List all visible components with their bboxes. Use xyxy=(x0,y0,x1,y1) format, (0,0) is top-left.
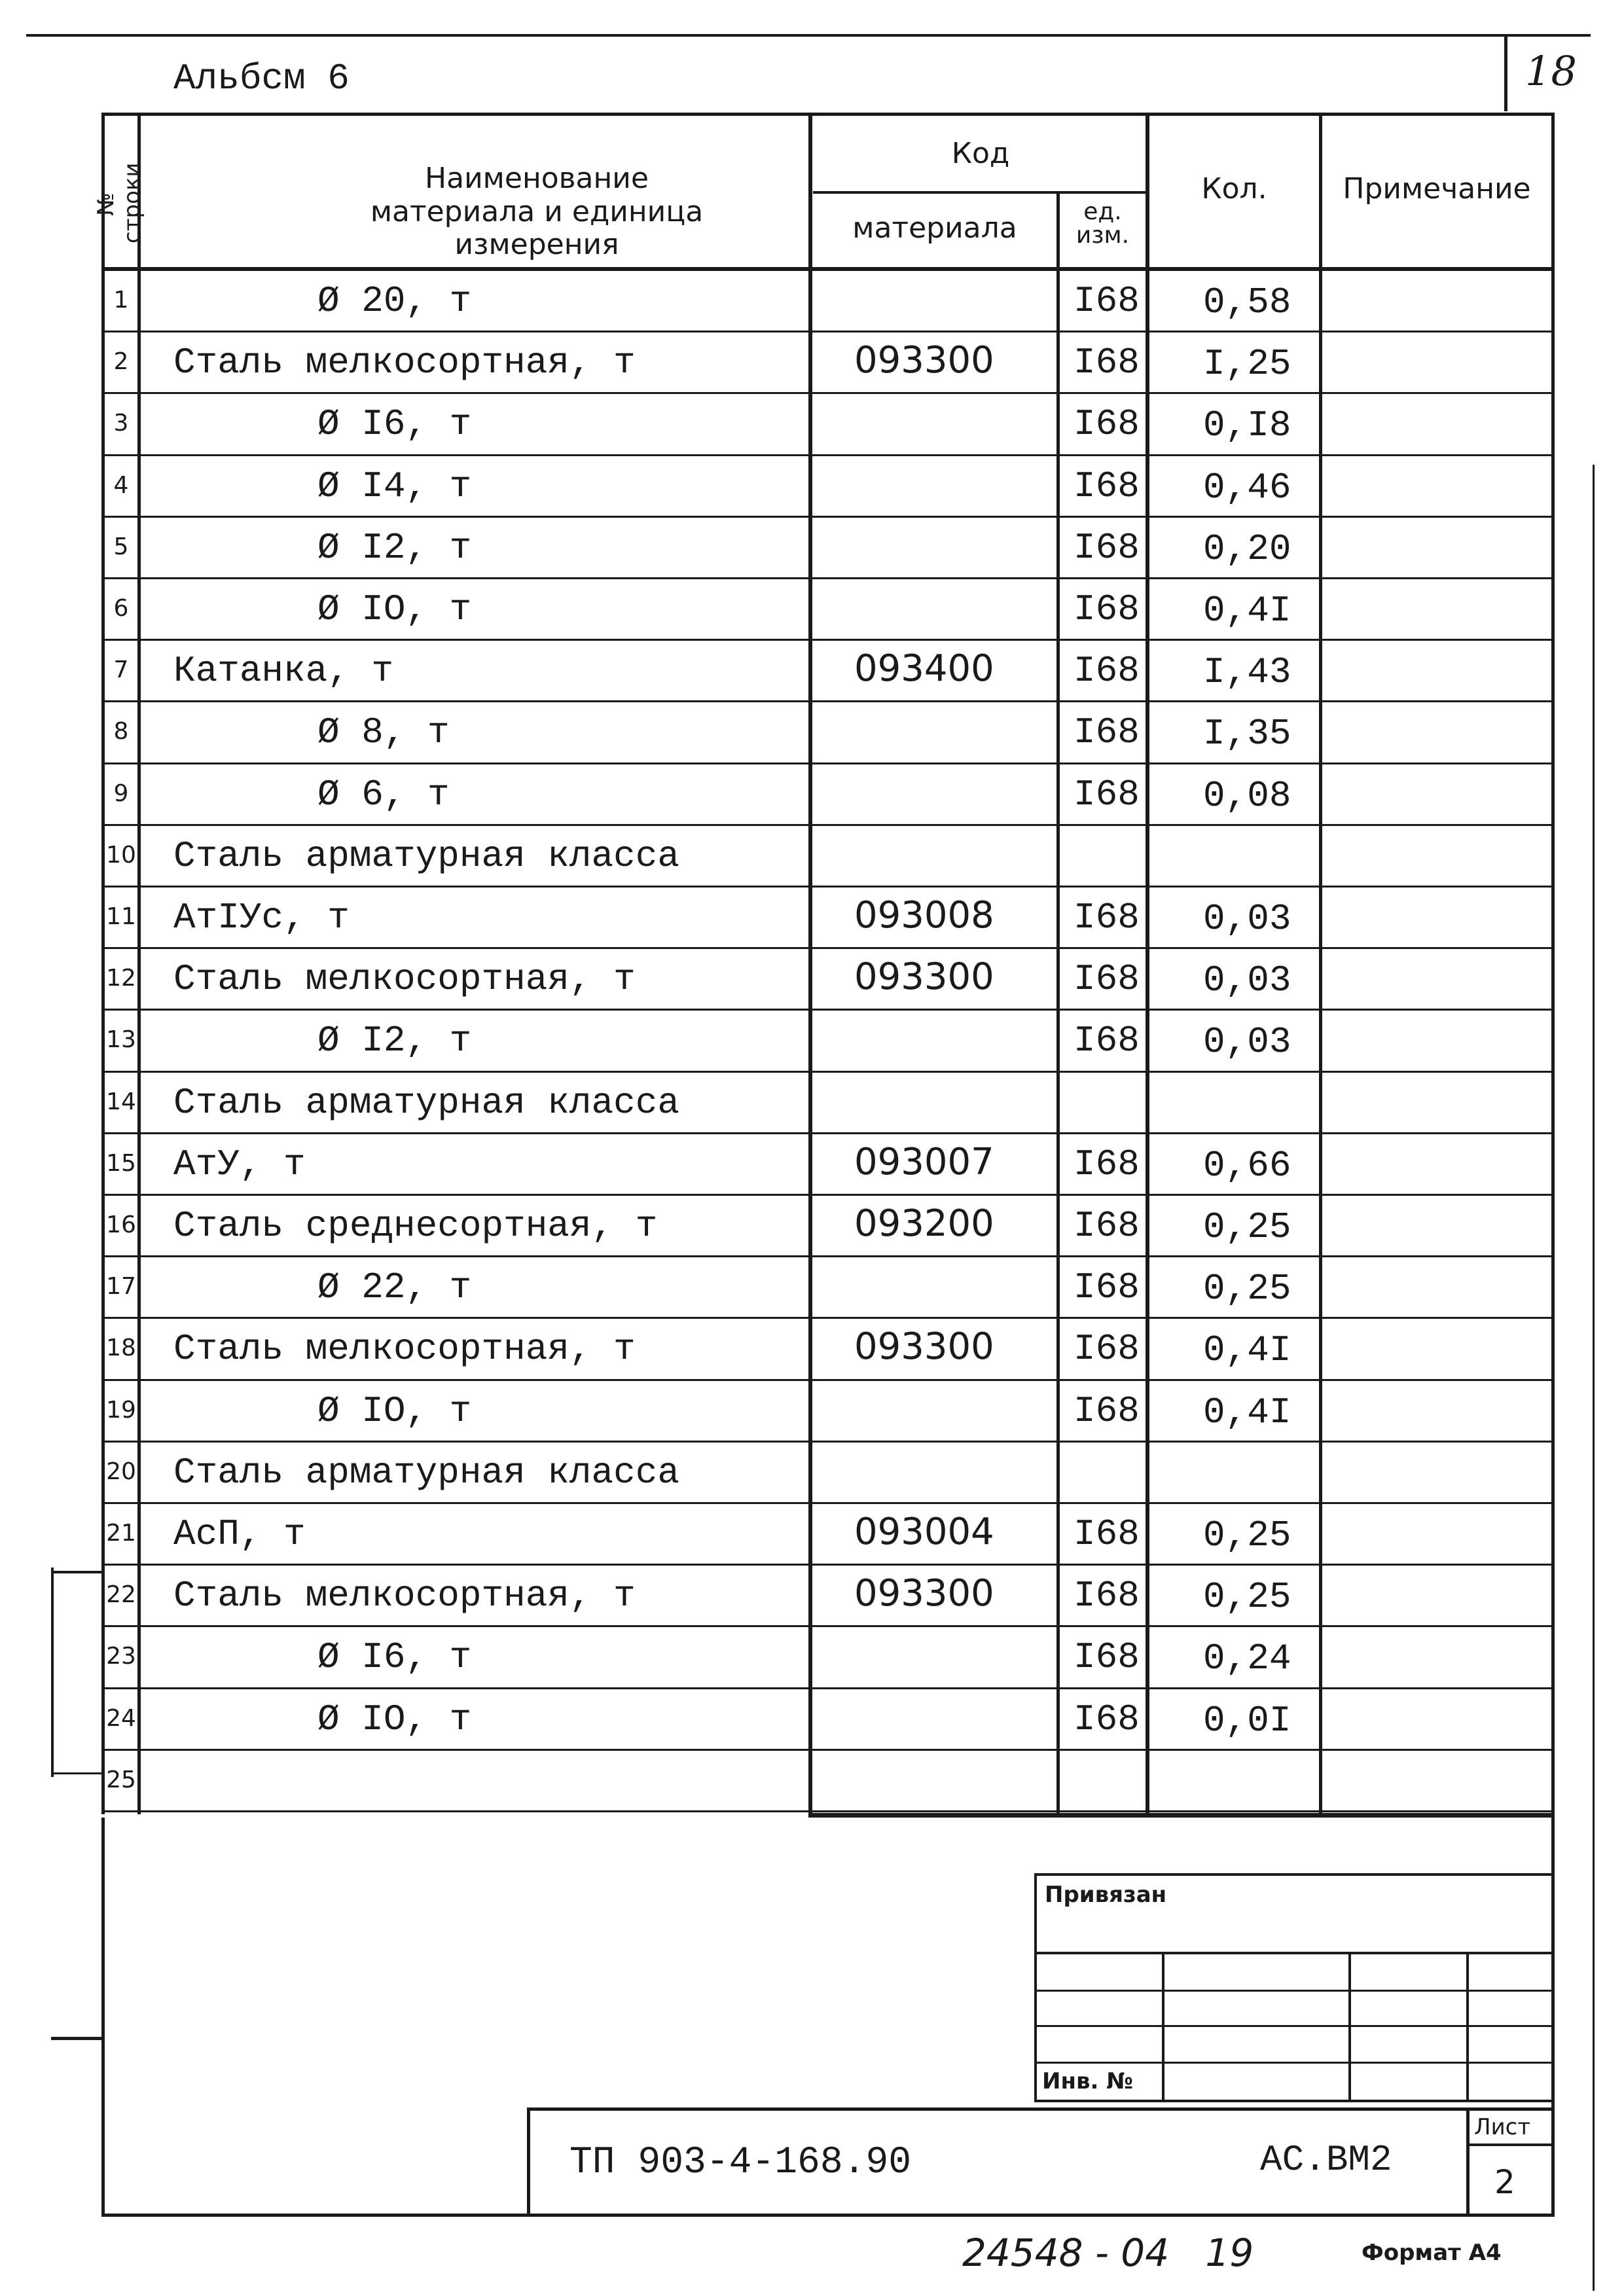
header-qty: Кол. xyxy=(1201,172,1267,206)
row-number: 17 xyxy=(106,1273,136,1300)
row-number: 1 xyxy=(113,287,129,314)
unit-code: I68 xyxy=(1074,588,1140,630)
row-rule xyxy=(101,331,1555,332)
row-number: 12 xyxy=(106,965,136,992)
row-rule xyxy=(101,824,1555,826)
quantity: 0,46 xyxy=(1203,467,1291,509)
quantity: 0,I8 xyxy=(1203,404,1291,446)
row-rule xyxy=(101,454,1555,456)
quantity: I,25 xyxy=(1203,343,1291,385)
row-number: 5 xyxy=(113,533,129,560)
col-divider-material xyxy=(1056,191,1060,1814)
material-name: Сталь мелкосортная, т xyxy=(173,1328,636,1370)
row-rule xyxy=(101,1132,1555,1134)
left-margin-tick-1 xyxy=(51,1571,103,1573)
privyazan-label: Привязан xyxy=(1045,1882,1167,1908)
col-divider-unit xyxy=(1146,113,1149,1814)
row-rule xyxy=(101,1317,1555,1319)
material-code: 093007 xyxy=(854,1141,994,1183)
quantity: 0,03 xyxy=(1203,960,1291,1001)
material-name: Ø IO, т xyxy=(317,1390,472,1432)
col-divider-qty xyxy=(1319,113,1322,1814)
unit-code: I68 xyxy=(1074,1698,1140,1740)
right-margin-line xyxy=(1593,465,1595,2291)
quantity: 0,66 xyxy=(1203,1145,1291,1187)
quantity: 0,20 xyxy=(1203,528,1291,570)
right-edge-line xyxy=(1551,113,1555,1814)
material-name: Ø I6, т xyxy=(317,1636,472,1678)
row-number: 10 xyxy=(106,842,136,869)
unit-code: I68 xyxy=(1074,342,1140,384)
material-name: Сталь арматурная класса xyxy=(173,835,679,877)
quantity: 0,03 xyxy=(1203,1021,1291,1063)
header-row-no: № строки xyxy=(93,162,145,243)
row-number: 6 xyxy=(113,595,129,622)
col-divider-rowno xyxy=(137,113,141,1814)
quantity: 0,4I xyxy=(1203,590,1291,632)
quantity: 0,03 xyxy=(1203,898,1291,940)
code-subheader-rule xyxy=(813,191,1148,194)
row-number: 9 xyxy=(113,780,129,807)
privyazan-rule-3 xyxy=(1034,2025,1551,2027)
unit-code: I68 xyxy=(1074,403,1140,445)
unit-code: I68 xyxy=(1074,958,1140,1000)
quantity: 0,4I xyxy=(1203,1329,1291,1371)
row-number: 21 xyxy=(106,1520,136,1547)
material-name: Сталь арматурная класса xyxy=(173,1452,679,1494)
row-rule xyxy=(101,886,1555,888)
material-code: 093008 xyxy=(854,894,994,937)
material-code: 093300 xyxy=(854,1572,994,1615)
material-name: Ø 6, т xyxy=(317,774,450,816)
row-rule xyxy=(101,1441,1555,1443)
row-number: 2 xyxy=(113,348,129,375)
row-rule xyxy=(101,700,1555,702)
row-number: 11 xyxy=(106,903,136,930)
unit-code: I68 xyxy=(1074,1390,1140,1432)
row-number: 22 xyxy=(106,1581,136,1608)
inv-no-label: Инв. № xyxy=(1042,2068,1134,2094)
material-name: АсП, т xyxy=(173,1513,306,1555)
row-number: 15 xyxy=(106,1150,136,1177)
left-margin-tick-2 xyxy=(51,1772,103,1774)
row-rule xyxy=(101,1625,1555,1627)
header-material-code: материала xyxy=(852,211,1017,245)
header-code: Код xyxy=(951,137,1010,170)
material-name: Ø IO, т xyxy=(317,1698,472,1740)
row-rule xyxy=(101,516,1555,518)
privyazan-rule-4 xyxy=(1034,2062,1551,2064)
row-number: 18 xyxy=(106,1335,136,1361)
quantity: I,43 xyxy=(1203,651,1291,693)
row-number: 16 xyxy=(106,1211,136,1238)
material-name: Сталь мелкосортная, т xyxy=(173,1575,636,1617)
unit-code: I68 xyxy=(1074,1328,1140,1370)
quantity: 0,0I xyxy=(1203,1700,1291,1742)
unit-code: I68 xyxy=(1074,280,1140,322)
row-rule xyxy=(101,1687,1555,1689)
row-rule xyxy=(101,1749,1555,1751)
sheet-box-rule xyxy=(1466,2144,1551,2146)
sheet-number: 2 xyxy=(1494,2163,1515,2201)
row-rule xyxy=(101,1194,1555,1196)
material-name: Ø 8, т xyxy=(317,711,450,753)
unit-code: I68 xyxy=(1074,897,1140,939)
header-bottom-rule xyxy=(101,267,1555,271)
archive-stamp: 24548 - 04 19 xyxy=(962,2231,1254,2275)
quantity: 0,25 xyxy=(1203,1515,1291,1556)
header-name: Наименование материала и единица измерения xyxy=(370,162,704,262)
header-unit: ед. изм. xyxy=(1075,198,1130,249)
row-rule xyxy=(101,639,1555,641)
quantity: I,35 xyxy=(1203,713,1291,755)
unit-code: I68 xyxy=(1074,1020,1140,1062)
unit-code: I68 xyxy=(1074,774,1140,816)
document-number: ТП 903-4-168.90 xyxy=(569,2142,912,2184)
material-name: Ø I6, т xyxy=(317,403,472,445)
unit-code: I68 xyxy=(1074,711,1140,753)
quantity: 0,25 xyxy=(1203,1206,1291,1248)
row-number: 4 xyxy=(113,472,129,499)
material-name: Ø IO, т xyxy=(317,588,472,630)
row-number: 20 xyxy=(106,1458,136,1485)
unit-code: I68 xyxy=(1074,650,1140,692)
material-name: Ø I4, т xyxy=(317,465,472,507)
material-code: 093400 xyxy=(854,647,994,690)
privyazan-col-3 xyxy=(1466,1952,1469,2102)
quantity: 0,08 xyxy=(1203,775,1291,817)
table-bottom-rule xyxy=(808,1813,1555,1818)
row-number: 23 xyxy=(106,1643,136,1670)
material-name: Катанка, т xyxy=(173,650,394,692)
unit-code: I68 xyxy=(1074,465,1140,507)
unit-code: I68 xyxy=(1074,1205,1140,1247)
row-number: 19 xyxy=(106,1397,136,1424)
format-label: Формат А4 xyxy=(1362,2240,1502,2266)
album-label: Альбсм 6 xyxy=(173,58,350,99)
quantity: 0,4I xyxy=(1203,1391,1291,1433)
unit-code: I68 xyxy=(1074,1513,1140,1555)
row-rule xyxy=(101,762,1555,764)
row-rule xyxy=(101,1071,1555,1073)
row-rule xyxy=(101,947,1555,949)
material-code: 093300 xyxy=(854,956,994,998)
row-rule xyxy=(101,1810,1555,1812)
row-number: 8 xyxy=(113,718,129,745)
material-name: Сталь среднесортная, т xyxy=(173,1205,658,1247)
material-name: Ø I2, т xyxy=(317,1020,472,1062)
row-rule xyxy=(101,1009,1555,1011)
unit-code: I68 xyxy=(1074,1266,1140,1308)
material-name: АтIУс, т xyxy=(173,897,350,939)
sheet-code: АС.ВМ2 xyxy=(1260,2139,1392,2181)
material-name: Сталь мелкосортная, т xyxy=(173,958,636,1000)
privyazan-rule-1 xyxy=(1034,1952,1551,1954)
material-code: 093200 xyxy=(854,1202,994,1245)
row-rule xyxy=(101,1564,1555,1566)
privyazan-col-2 xyxy=(1348,1952,1351,2102)
row-rule xyxy=(101,577,1555,579)
page-number: 18 xyxy=(1525,47,1577,95)
material-code: 093004 xyxy=(854,1511,994,1553)
row-rule xyxy=(101,1379,1555,1381)
material-code: 093300 xyxy=(854,339,994,382)
quantity: 0,25 xyxy=(1203,1576,1291,1618)
material-name: Сталь мелкосортная, т xyxy=(173,342,636,384)
unit-code: I68 xyxy=(1074,527,1140,569)
sheet-label: Лист xyxy=(1474,2114,1531,2140)
row-rule xyxy=(101,392,1555,394)
row-number: 24 xyxy=(106,1705,136,1732)
material-name: АтУ, т xyxy=(173,1143,306,1185)
row-rule xyxy=(101,1502,1555,1504)
row-number: 13 xyxy=(106,1026,136,1053)
unit-code: I68 xyxy=(1074,1575,1140,1617)
row-number: 7 xyxy=(113,656,129,683)
sheet-box-divider xyxy=(1466,2108,1470,2217)
col-divider-name xyxy=(808,113,812,1814)
privyazan-rule-2 xyxy=(1034,1990,1551,1992)
quantity: 0,25 xyxy=(1203,1268,1291,1310)
material-code: 093300 xyxy=(854,1325,994,1368)
material-name: Ø 20, т xyxy=(317,280,472,322)
row-number: 3 xyxy=(113,410,129,437)
quantity: 0,58 xyxy=(1203,281,1291,323)
row-rule xyxy=(101,1255,1555,1257)
left-margin-mark xyxy=(51,1568,54,1777)
header-note: Примечание xyxy=(1343,172,1531,206)
row-number: 14 xyxy=(106,1088,136,1115)
material-name: Ø I2, т xyxy=(317,527,472,569)
privyazan-col-1 xyxy=(1162,1952,1164,2102)
left-margin-tick-3 xyxy=(51,2037,103,2040)
unit-code: I68 xyxy=(1074,1636,1140,1678)
material-name: Ø 22, т xyxy=(317,1266,472,1308)
quantity: 0,24 xyxy=(1203,1638,1291,1679)
unit-code: I68 xyxy=(1074,1143,1140,1185)
page-number-divider xyxy=(1504,34,1507,111)
top-rule xyxy=(26,34,1591,37)
row-number: 25 xyxy=(106,1767,136,1793)
material-name: Сталь арматурная класса xyxy=(173,1082,679,1124)
